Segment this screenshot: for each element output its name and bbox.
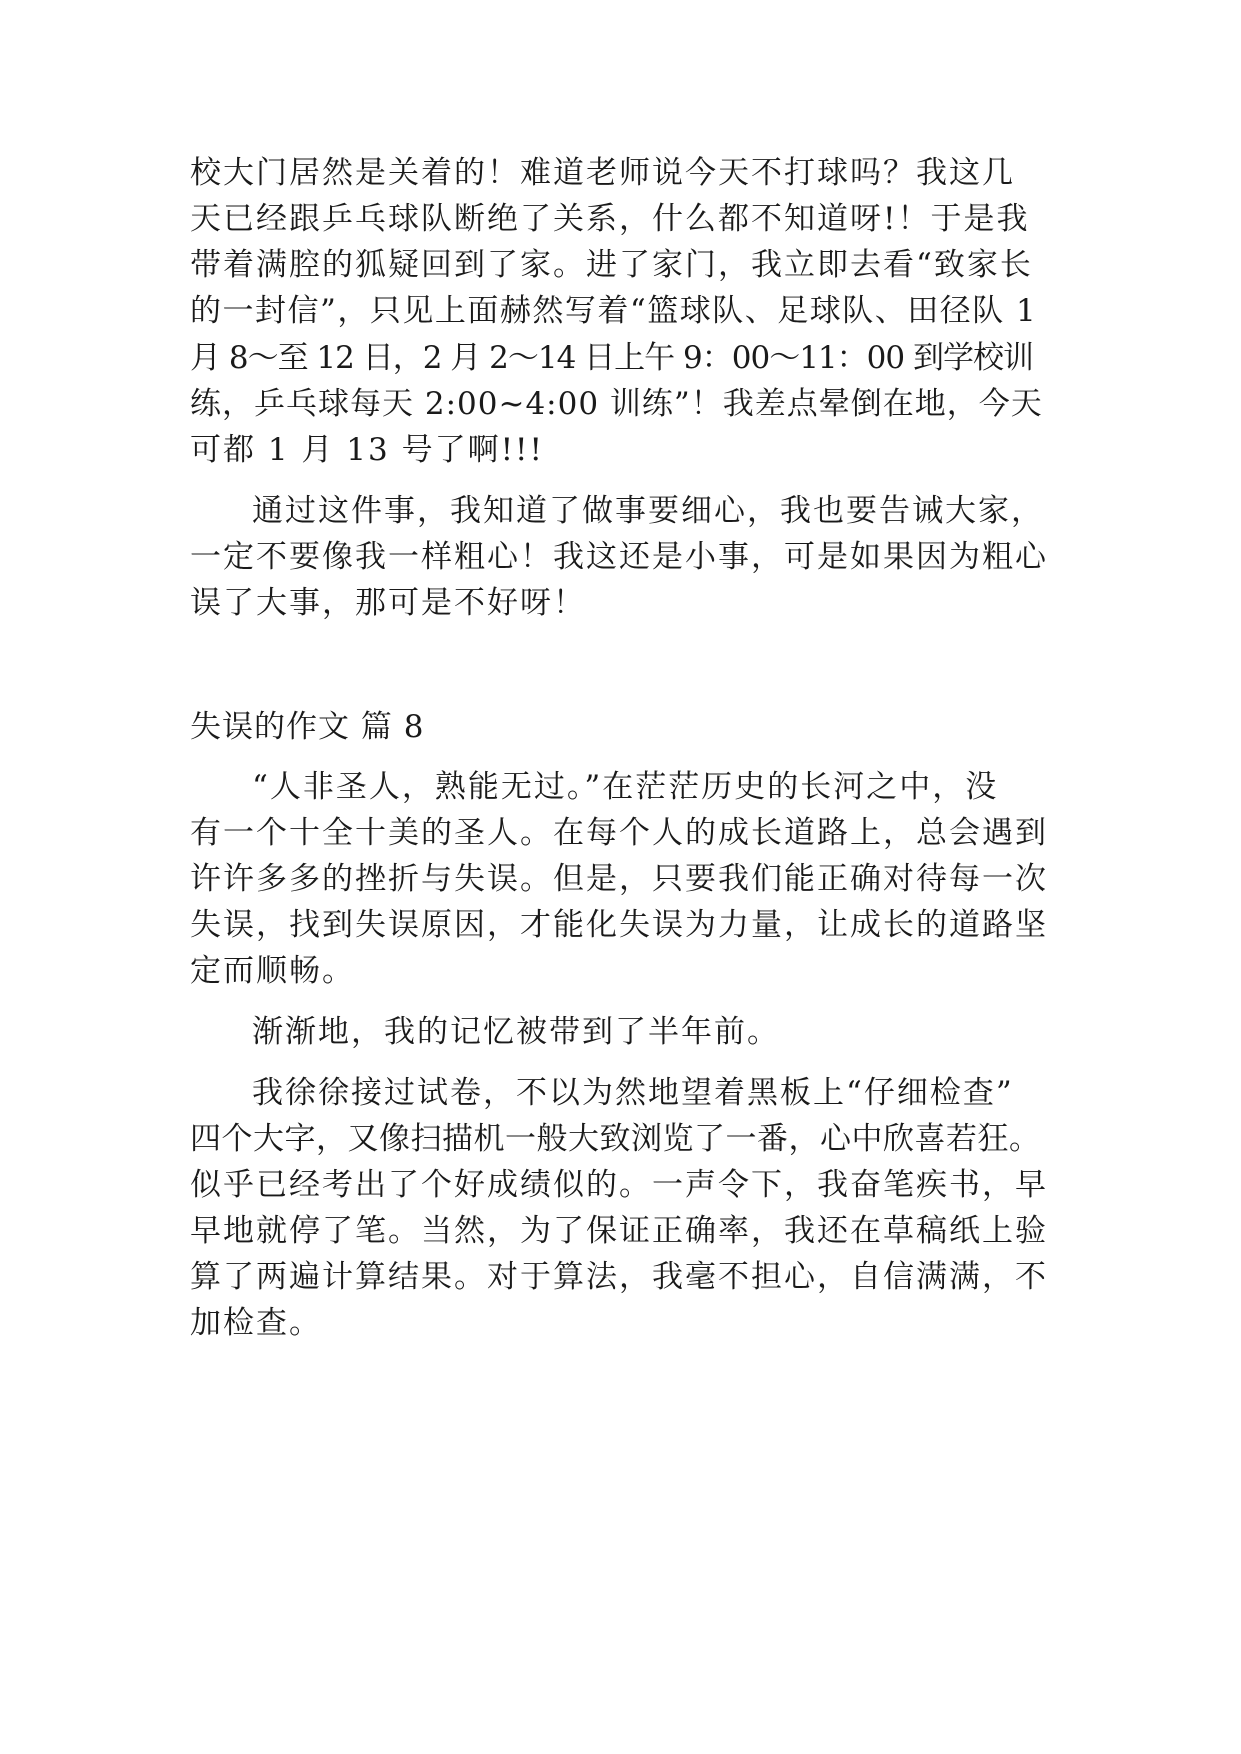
paragraph-line: 失误，找到失误原因，才能化失误为力量，让成长的道路坚 xyxy=(190,907,1048,943)
paragraph-line: 渐渐地，我的记忆被带到了半年前。 xyxy=(252,1014,780,1050)
paragraph-line: “人非圣人，熟能无过。”在茫茫历史的长河之中，没 xyxy=(252,769,999,805)
paragraph-line: 有一个十全十美的圣人。在每个人的成长道路上，总会遇到 xyxy=(190,815,1048,851)
paragraph-line: 似乎已经考出了个好成绩似的。一声令下，我奋笔疾书，早 xyxy=(190,1167,1048,1203)
paragraph-line: 天已经跟乒乓球队断绝了关系，什么都不知道呀!！于是我 xyxy=(190,201,1030,237)
paragraph-line: 练，乒乓球每天 2:00~4:00 训练”！我差点晕倒在地，今天 xyxy=(190,386,1043,422)
paragraph-line: 一定不要像我一样粗心！我这还是小事，可是如果因为粗心 xyxy=(190,539,1048,575)
paragraph-line: 误了大事，那可是不好呀！ xyxy=(190,585,586,621)
paragraph-line: 许许多多的挫折与失误。但是，只要我们能正确对待每一次 xyxy=(190,861,1048,897)
paragraph-line: 通过这件事，我知道了做事要细心，我也要告诫大家， xyxy=(252,493,1044,529)
paragraph-line: 算了两遍计算结果。对于算法，我毫不担心，自信满满，不 xyxy=(190,1259,1048,1295)
paragraph-line: 带着满腔的狐疑回到了家。进了家门，我立即去看“致家长 xyxy=(190,247,1033,283)
paragraph-line: 四个大字，又像扫描机一般大致浏览了一番，心中欣喜若狂。 xyxy=(190,1121,1041,1157)
section-heading: 失误的作文 篇 8 xyxy=(190,709,425,745)
paragraph-line: 月 8～至 12 日，2 月 2～14 日上午 9：00～11：00 到学校训 xyxy=(190,340,1033,376)
paragraph-line: 校大门居然是关着的！难道老师说今天不打球吗？我这几 xyxy=(190,155,1015,191)
paragraph-line: 我徐徐接过试卷，不以为然地望着黑板上“仔细检查” xyxy=(252,1075,1014,1111)
paragraph-line: 可都 1 月 13 号了啊!!! xyxy=(190,432,544,468)
paragraph-line: 早地就停了笔。当然，为了保证正确率，我还在草稿纸上验 xyxy=(190,1213,1048,1249)
paragraph-line: 加检查。 xyxy=(190,1305,322,1341)
paragraph-line: 定而顺畅。 xyxy=(190,953,355,989)
paragraph-line: 的一封信”，只见上面赫然写着“篮球队、足球队、田径队 1 xyxy=(190,293,1038,329)
